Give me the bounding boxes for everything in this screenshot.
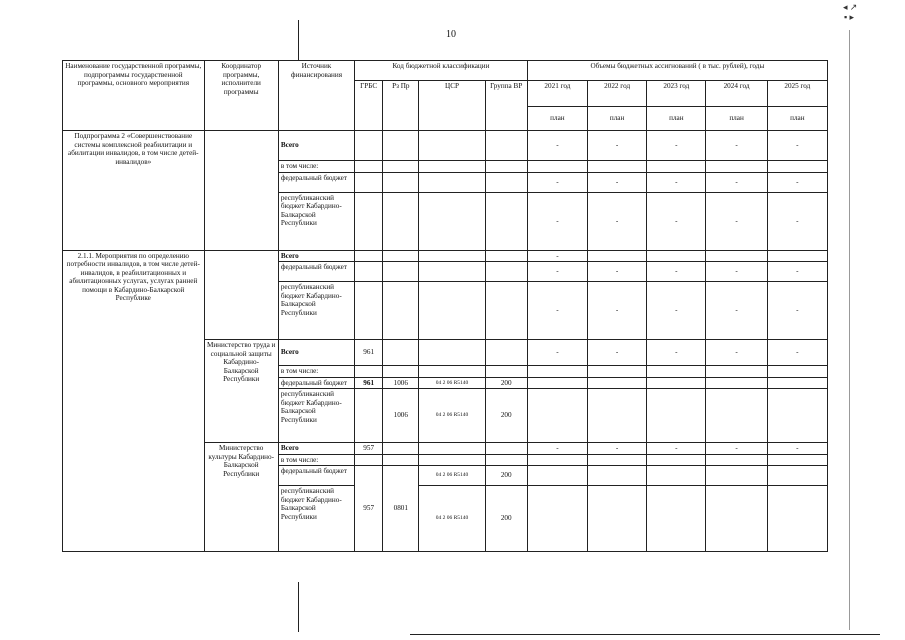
amount-cell: -: [706, 443, 767, 455]
source-total: Всего: [278, 131, 354, 161]
amount-cell: -: [588, 131, 647, 161]
measure-title: 2.1.1. Мероприятия по определению потребности инвалидов, в том числе детей-инвалидов, в реабилитационных и абилитационных услугах, услугах ранней помощи в Кабардино-Балкарской Республике: [63, 250, 205, 552]
amount-cell: -: [647, 131, 706, 161]
amount-cell: -: [767, 340, 827, 366]
rzpr-cell: 1006: [383, 377, 419, 389]
csr-cell: 04 2 06 R5140: [419, 389, 485, 443]
amount-cell: -: [527, 282, 587, 340]
source-incl: в том числе:: [278, 454, 354, 466]
header-plan: план: [527, 107, 587, 131]
amount-cell: -: [767, 262, 827, 282]
amount-cell: -: [706, 262, 767, 282]
header-vr: Группа ВР: [485, 81, 527, 131]
header-year: 2021 год: [527, 81, 587, 107]
amount-cell: -: [588, 172, 647, 192]
amount-cell: -: [767, 282, 827, 340]
grbs-cell: 957: [355, 466, 383, 552]
amount-cell: -: [527, 262, 587, 282]
vr-cell: 200: [485, 389, 527, 443]
amount-cell: -: [647, 192, 706, 250]
amount-cell: -: [527, 443, 587, 455]
header-rzpr: Рз Пр: [383, 81, 419, 131]
source-incl: в том числе:: [278, 366, 354, 378]
amount-cell: -: [527, 340, 587, 366]
budget-table: [62, 60, 828, 552]
subprogram-title: Подпрограмма 2 «Совершенствование системы комплексной реабилитации и абилитации инвалидов, в том числе детей-инвалидов»: [63, 131, 205, 251]
header-plan: план: [706, 107, 767, 131]
scan-mark-top-right: ◂ ↗: [843, 2, 858, 12]
header-coordinator: Координатор программы, исполнители программы: [204, 61, 278, 131]
amount-cell: -: [527, 250, 587, 262]
page-number: 10: [446, 29, 456, 40]
header-name: Наименование государственной программы, подпрограммы государственной программы, основного мероприятия: [63, 61, 205, 131]
amount-cell: -: [588, 192, 647, 250]
source-republic: республиканский бюджет Кабардино-Балкарской Республики: [278, 192, 354, 250]
source-republic: республиканский бюджет Кабардино-Балкарской Республики: [278, 282, 354, 340]
empty-cell: [204, 131, 278, 251]
table-row: [63, 131, 828, 161]
header-source: Источник финансирования: [278, 61, 354, 131]
rzpr-cell: 1006: [383, 389, 419, 443]
header-plan: план: [647, 107, 706, 131]
scan-artifact-vertical-line: [298, 20, 299, 60]
grbs-cell: 957: [355, 443, 383, 455]
amount-cell: -: [706, 192, 767, 250]
scan-artifact-vertical-line-bottom: [298, 582, 299, 632]
amount-cell: -: [706, 282, 767, 340]
source-republic: республиканский бюджет Кабардино-Балкарской Республики: [278, 389, 354, 443]
amount-cell: -: [647, 172, 706, 192]
header-plan: план: [767, 107, 827, 131]
source-total: Всего: [278, 340, 354, 366]
csr-cell: 04 2 06 R5140: [419, 466, 485, 486]
rzpr-cell: 0801: [383, 466, 419, 552]
source-republic: республиканский бюджет Кабардино-Балкарской Республики: [278, 486, 354, 552]
csr-cell: 04 2 06 R5140: [419, 486, 485, 552]
amount-cell: -: [588, 443, 647, 455]
amount-cell: -: [647, 282, 706, 340]
source-incl: в том числе:: [278, 161, 354, 173]
executor-labor: Министерство труда и социальной защиты Кабардино-Балкарской Республики: [204, 340, 278, 443]
amount-cell: -: [706, 131, 767, 161]
amount-cell: -: [527, 192, 587, 250]
header-row-1: [63, 61, 828, 81]
amount-cell: -: [588, 340, 647, 366]
source-federal: федеральный бюджет: [278, 262, 354, 282]
amount-cell: -: [588, 282, 647, 340]
grbs-cell: 961: [355, 377, 383, 389]
header-plan: план: [588, 107, 647, 131]
amount-cell: -: [588, 262, 647, 282]
source-federal: федеральный бюджет: [278, 466, 354, 486]
header-year: 2024 год: [706, 81, 767, 107]
empty-cell: [204, 250, 278, 340]
source-federal: федеральный бюджет: [278, 377, 354, 389]
amount-cell: -: [647, 262, 706, 282]
header-budget-code: Код бюджетной классификации: [355, 61, 528, 81]
source-total: Всего: [278, 443, 354, 455]
vr-cell: 200: [485, 466, 527, 486]
amount-cell: -: [706, 340, 767, 366]
scan-mark-top-right-2: ▪ ▸: [844, 12, 854, 22]
csr-cell: 04 2 06 R5140: [419, 377, 485, 389]
amount-cell: -: [527, 131, 587, 161]
header-csr: ЦСР: [419, 81, 485, 131]
table-row: [63, 250, 828, 262]
header-grbs: ГРБС: [355, 81, 383, 131]
amount-cell: -: [767, 443, 827, 455]
vr-cell: 200: [485, 377, 527, 389]
amount-cell: -: [767, 192, 827, 250]
header-year: 2025 год: [767, 81, 827, 107]
header-year: 2023 год: [647, 81, 706, 107]
amount-cell: -: [647, 443, 706, 455]
source-total: Всего: [278, 250, 354, 262]
amount-cell: -: [527, 172, 587, 192]
scan-artifact-bottom-rule: [410, 634, 880, 635]
executor-culture: Министерство культуры Кабардино-Балкарской Республики: [204, 443, 278, 552]
grbs-cell: 961: [355, 340, 383, 366]
header-year: 2022 год: [588, 81, 647, 107]
amount-cell: -: [647, 340, 706, 366]
source-federal: федеральный бюджет: [278, 172, 354, 192]
vr-cell: 200: [485, 486, 527, 552]
scan-artifact-vertical-line-right: [849, 30, 850, 630]
header-volumes: Объемы бюджетных ассигнований ( в тыс. рублей), годы: [527, 61, 827, 81]
amount-cell: -: [706, 172, 767, 192]
amount-cell: -: [767, 172, 827, 192]
amount-cell: -: [767, 131, 827, 161]
